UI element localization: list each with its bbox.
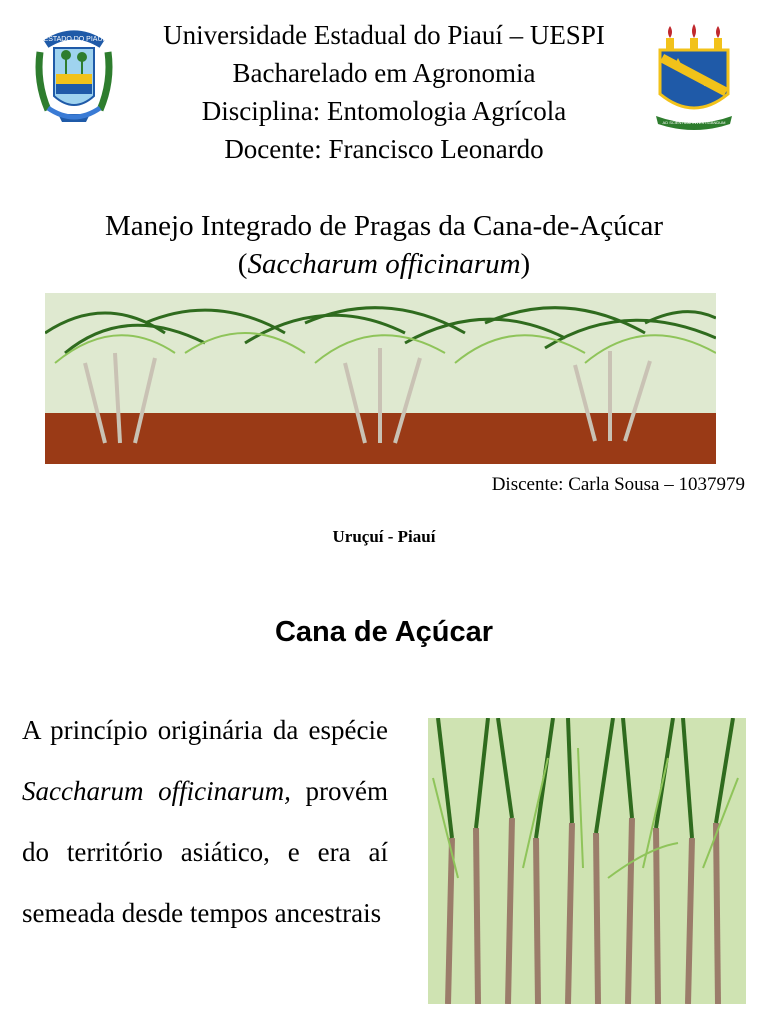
uespi-crest-logo xyxy=(652,22,736,134)
paragraph-scientific-name: Saccharum officinarum, xyxy=(22,776,291,806)
course-name: Bacharelado em Agronomia xyxy=(232,58,536,88)
presentation-title: Manejo Integrado de Pragas da Cana-de-Açúcar xyxy=(105,210,663,242)
sugarcane-stalks-photo xyxy=(428,718,746,1004)
scientific-name-line xyxy=(0,246,768,282)
svg-text:AD SCIENTIAM INVESTIGANDUM: AD SCIENTIAM INVESTIGANDUM xyxy=(662,120,726,125)
scientific-name: Saccharum officinarum xyxy=(247,248,521,280)
university-name: Universidade Estadual do Piauí – UESPI xyxy=(163,20,605,50)
paren-open: ( xyxy=(237,248,248,280)
location: Uruçuí - Piauí xyxy=(332,527,436,546)
sugarcane-field-photo xyxy=(45,293,716,464)
svg-text:ESTADO DO PIAUÍ: ESTADO DO PIAUÍ xyxy=(43,36,105,43)
student-info: Discente: Carla Sousa – 1037979 xyxy=(491,474,745,495)
paragraph-text-start: A princípio originária da espécie xyxy=(22,715,388,745)
paren-close: ) xyxy=(520,248,531,280)
discipline: Disciplina: Entomologia Agrícola xyxy=(201,96,567,126)
paragraph-text-end: provém do território asiático, e era aí semeada desde tempos ancestrais xyxy=(22,776,388,928)
body-paragraph xyxy=(22,700,388,944)
teacher: Docente: Francisco Leonardo xyxy=(224,134,544,164)
section-heading: Cana de Açúcar xyxy=(274,616,494,648)
